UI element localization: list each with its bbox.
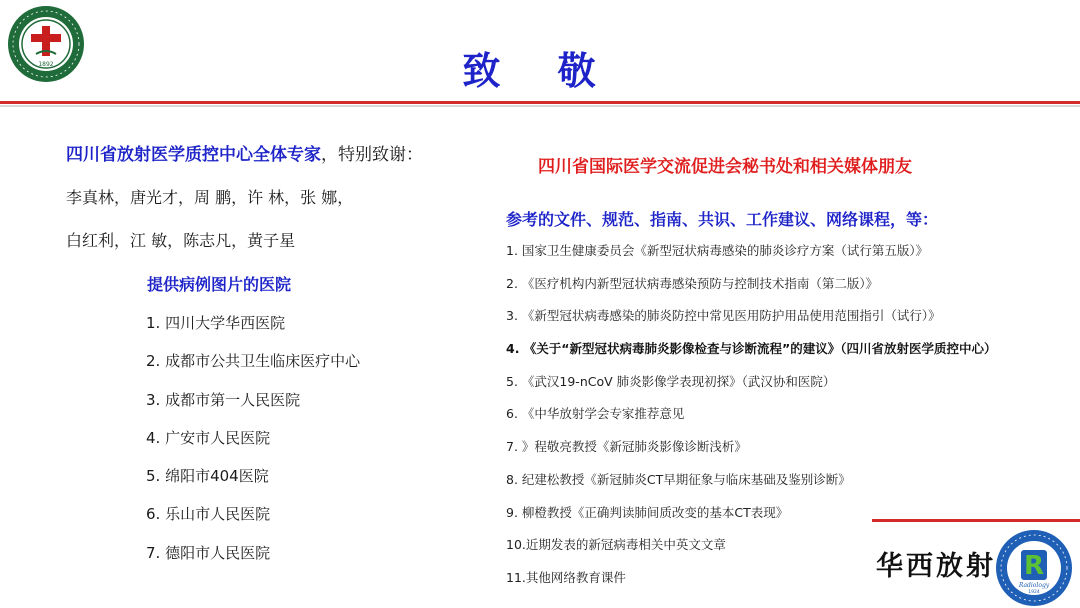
logo-year: 1892 bbox=[38, 61, 54, 68]
list-item: 1. 国家卫生健康委员会《新型冠状病毒感染的肺炎诊疗方案（试行第五版）》 bbox=[506, 243, 929, 258]
list-item: 6. 《中华放射学会专家推荐意见 bbox=[506, 406, 685, 422]
names-line-2: 白红利，江 敏，陈志凡，黄子星 bbox=[66, 231, 296, 250]
list-item: 3. 《新型冠状病毒感染的肺炎防控中常见医用防护用品使用范围指引（试行）》 bbox=[506, 308, 941, 324]
thanks-line bbox=[66, 140, 506, 165]
hospitals-list bbox=[146, 312, 360, 580]
logo-year: 1924 bbox=[1028, 590, 1040, 595]
organization-title: 四川省国际医学交流促进会秘书处和相关媒体朋友 bbox=[538, 157, 912, 177]
list-item: 1. 四川大学华西医院 bbox=[146, 314, 286, 332]
header-divider bbox=[0, 101, 1080, 104]
hospitals-heading: 提供病例图片的医院 bbox=[147, 275, 292, 294]
expert-group: 四川省放射医学质控中心全体专家 bbox=[66, 145, 321, 165]
page-title: 致 敬 bbox=[462, 48, 618, 93]
footer-divider bbox=[872, 519, 1080, 522]
references-heading: 参考的文件、规范、指南、共识、工作建议、网络课程，等： bbox=[506, 210, 939, 229]
list-item: 3. 成都市第一人民医院 bbox=[146, 390, 301, 409]
radiology-logo-icon bbox=[994, 528, 1074, 608]
list-item: 5. 《武汉19-nCoV 肺炎影像学表现初探》（武汉协和医院） bbox=[506, 373, 836, 389]
list-item: 9. 柳橙教授《正确判读肺间质改变的基本CT表现》 bbox=[506, 504, 789, 520]
list-item: 11.其他网络教育课件 bbox=[506, 569, 626, 585]
logo-caption: Radiology bbox=[1018, 582, 1050, 589]
list-item: 4. 广安市人民医院 bbox=[146, 428, 271, 447]
list-item: 2. 成都市公共卫生临床医疗中心 bbox=[146, 352, 361, 371]
list-item: 4. 《关于“新型冠状病毒肺炎影像检查与诊断流程”的建议》（四川省放射医学质控中心） bbox=[506, 341, 997, 357]
header-divider-shadow bbox=[0, 105, 1080, 107]
thanks-suffix: ，特别致谢： bbox=[321, 145, 423, 165]
brand-text: 华西放射 bbox=[876, 551, 996, 582]
list-item: 8. 纪建松教授《新冠肺炎CT早期征象与临床基础及鉴别诊断》 bbox=[506, 471, 851, 487]
acknowledgement-section bbox=[66, 140, 506, 271]
names-line-1: 李真林，唐光才，周 鹏，许 林，张 娜， bbox=[66, 188, 354, 207]
list-item: 7. 》程敬亮教授《新冠肺炎影像诊断浅析》 bbox=[506, 439, 747, 455]
list-item: 2. 《医疗机构内新型冠状病毒感染预防与控制技术指南（第二版）》 bbox=[506, 275, 879, 291]
list-item: 5. 绵阳市404医院 bbox=[146, 467, 269, 486]
list-item: 7. 德阳市人民医院 bbox=[146, 543, 271, 562]
logo-letter: R bbox=[1023, 551, 1045, 581]
list-item: 6. 乐山市人民医院 bbox=[146, 505, 271, 524]
list-item: 10.近期发表的新冠病毒相关中英文文章 bbox=[506, 537, 726, 553]
